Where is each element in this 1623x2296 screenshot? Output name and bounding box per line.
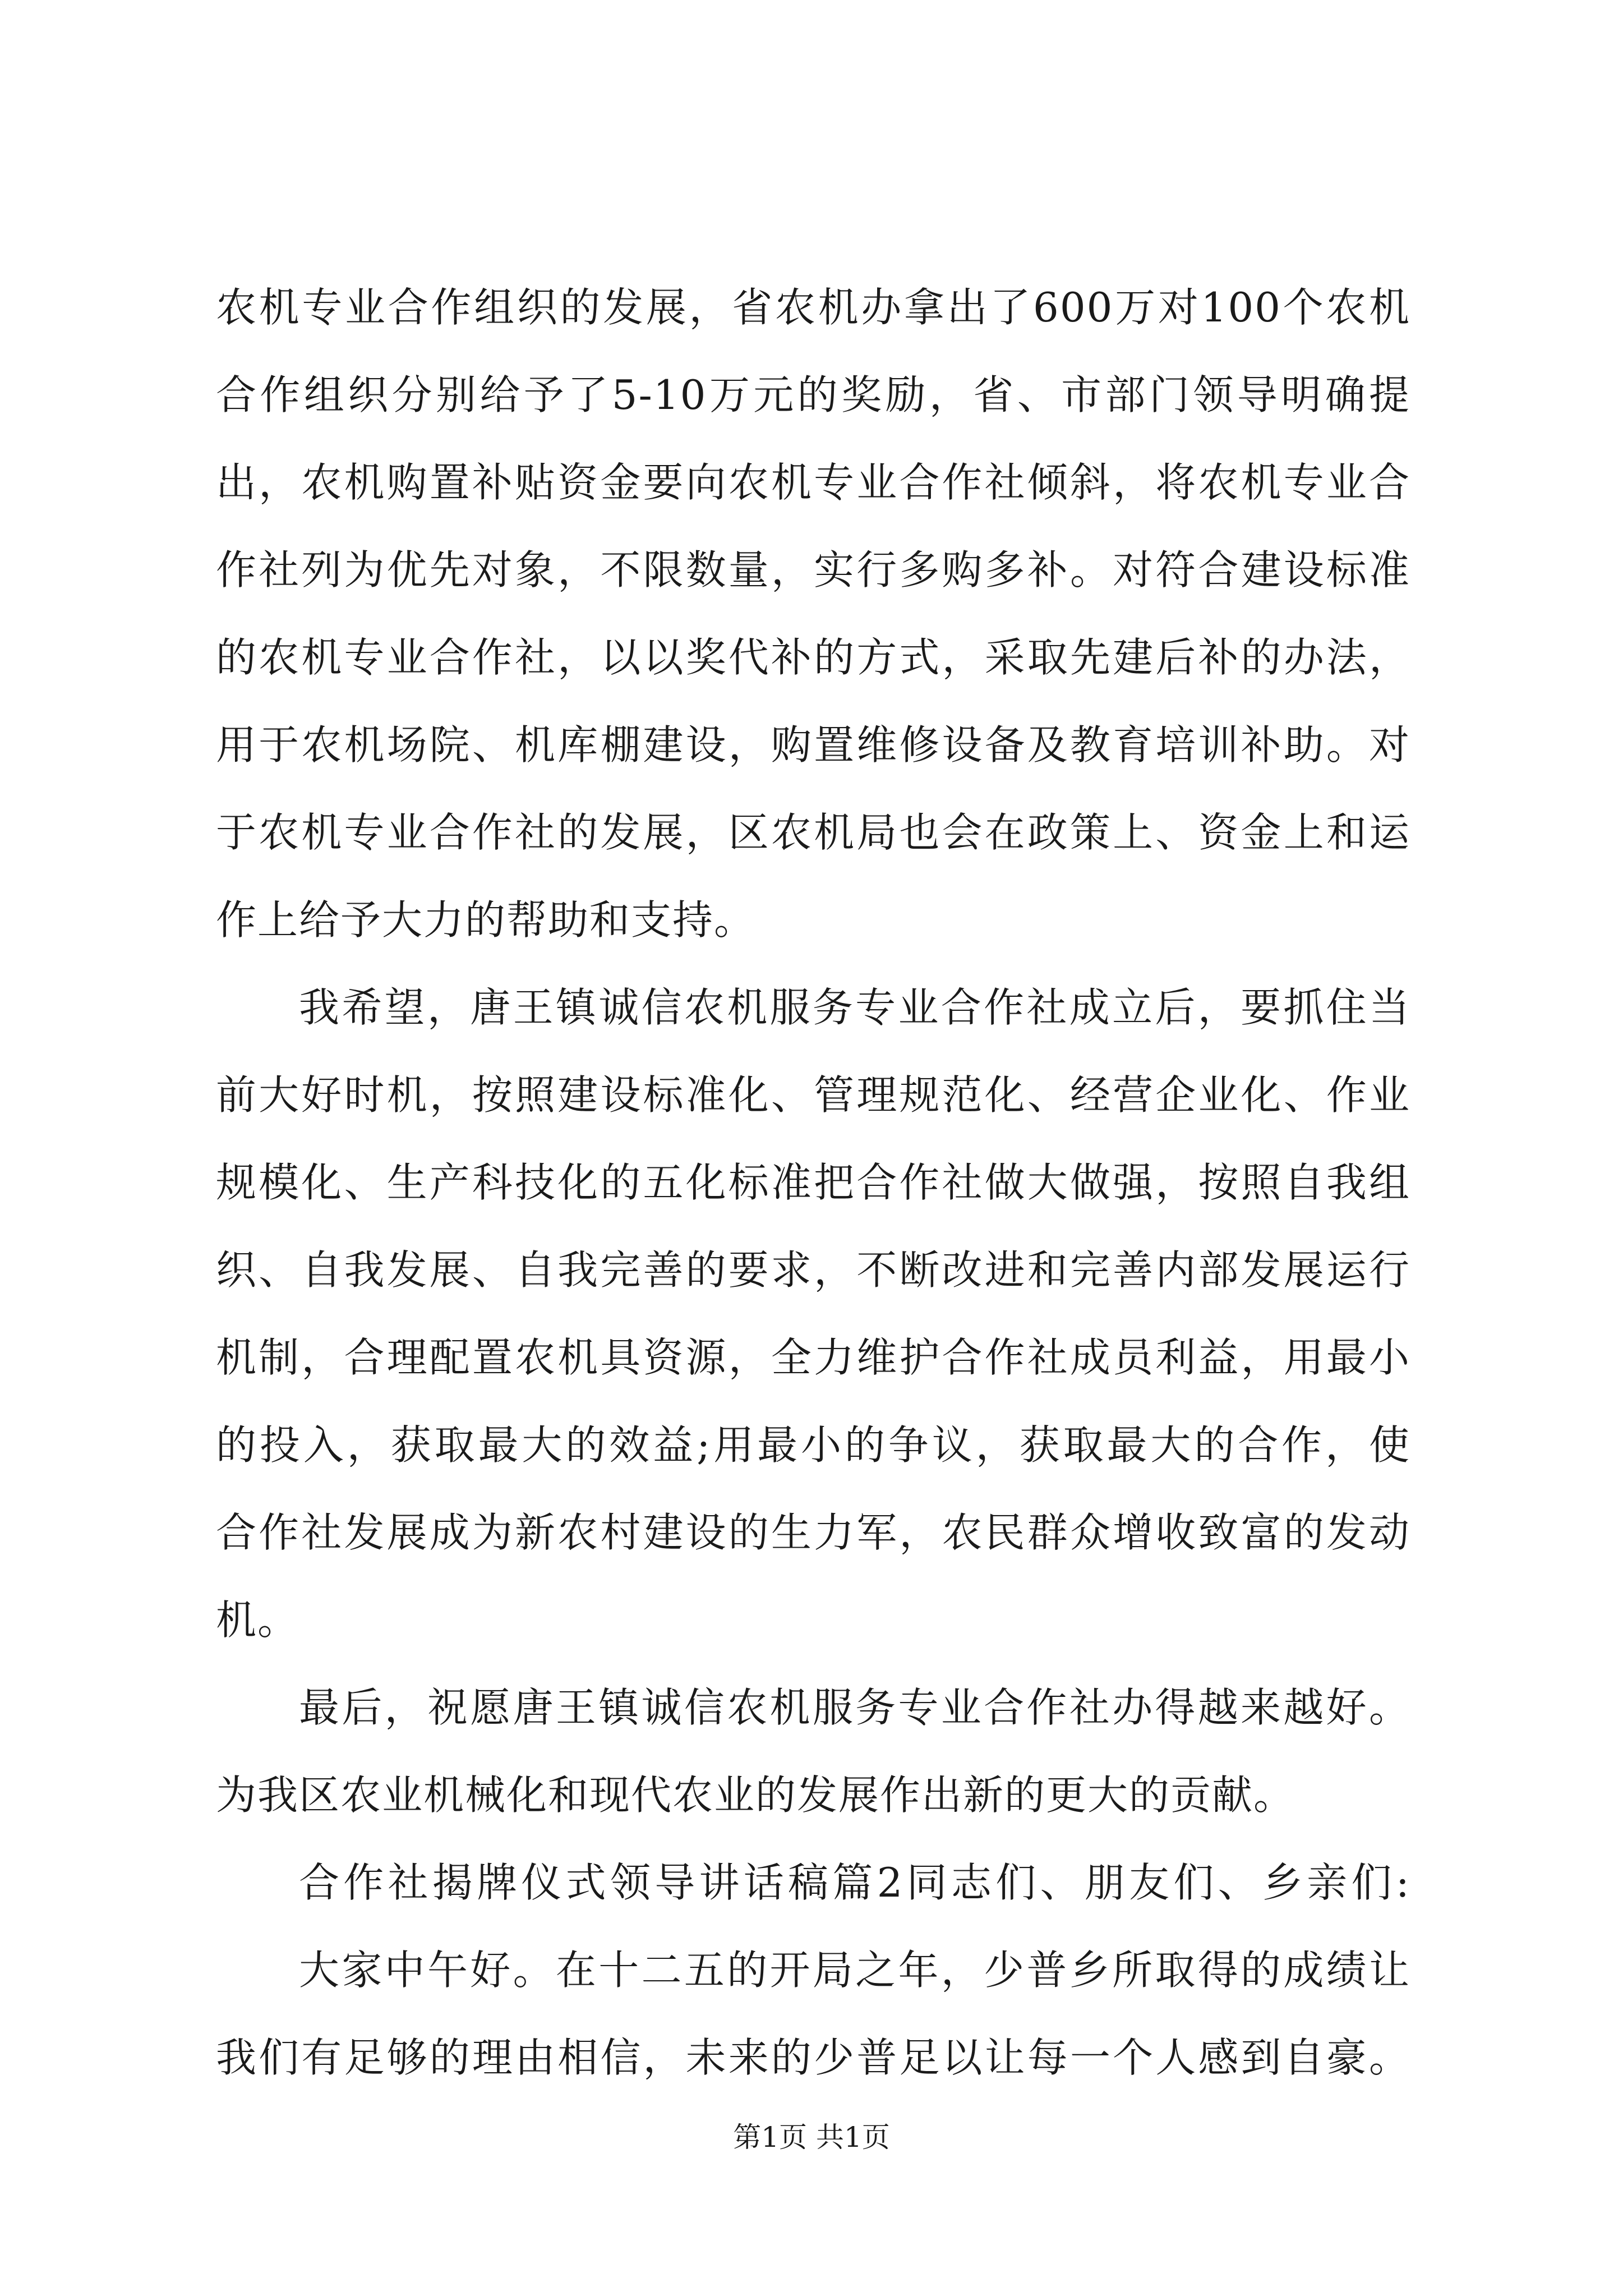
text-line: 出，农机购置补贴资金要向农机专业合作社倾斜，将农机专业合 xyxy=(216,459,1410,506)
text-line: 用于农机场院、机库棚建设，购置维修设备及教育培训补助。对 xyxy=(216,721,1410,769)
text-line: 我希望，唐王镇诚信农机服务专业合作社成立后，要抓住当 xyxy=(299,984,1410,1031)
text-line: 作上给予大力的帮助和支持。 xyxy=(216,896,756,944)
text-line: 大家中午好。在十二五的开局之年，少普乡所取得的成绩让 xyxy=(299,1947,1410,1994)
text-line: 为我区农业机械化和现代农业的发展作出新的更大的贡献。 xyxy=(216,1772,1295,1819)
text-line: 的投入，获取最大的效益;用最小的争议，获取最大的合作，使 xyxy=(216,1421,1410,1469)
page-footer: 第1页 共1页 xyxy=(733,2121,890,2154)
text-line: 作社列为优先对象，不限数量，实行多购多补。对符合建设标准 xyxy=(216,546,1410,593)
text-line: 合作社揭牌仪式领导讲话稿篇2同志们、朋友们、乡亲们: xyxy=(299,1859,1410,1906)
text-line: 的农机专业合作社，以以奖代补的方式，采取先建后补的办法， xyxy=(216,634,1410,681)
text-line: 前大好时机，按照建设标准化、管理规范化、经营企业化、作业 xyxy=(216,1071,1410,1119)
text-line: 农机专业合作组织的发展，省农机办拿出了600万对100个农机 xyxy=(216,284,1410,331)
text-line: 规模化、生产科技化的五化标准把合作社做大做强，按照自我组 xyxy=(216,1159,1410,1206)
text-line: 合作组织分别给予了5-10万元的奖励，省、市部门领导明确提 xyxy=(216,371,1410,418)
text-line: 织、自我发展、自我完善的要求，不断改进和完善内部发展运行 xyxy=(216,1246,1410,1294)
text-line: 合作社发展成为新农村建设的生力军，农民群众增收致富的发动 xyxy=(216,1509,1410,1556)
body-text xyxy=(216,264,1410,2101)
text-line: 我们有足够的理由相信，未来的少普足以让每一个人感到自豪。 xyxy=(216,2034,1410,2081)
text-line: 最后，祝愿唐王镇诚信农机服务专业合作社办得越来越好。 xyxy=(299,1684,1410,1731)
text-line: 于农机专业合作社的发展，区农机局也会在政策上、资金上和运 xyxy=(216,809,1410,856)
text-line: 机。 xyxy=(216,1596,299,1644)
text-line: 机制，合理配置农机具资源，全力维护合作社成员利益，用最小 xyxy=(216,1334,1410,1381)
